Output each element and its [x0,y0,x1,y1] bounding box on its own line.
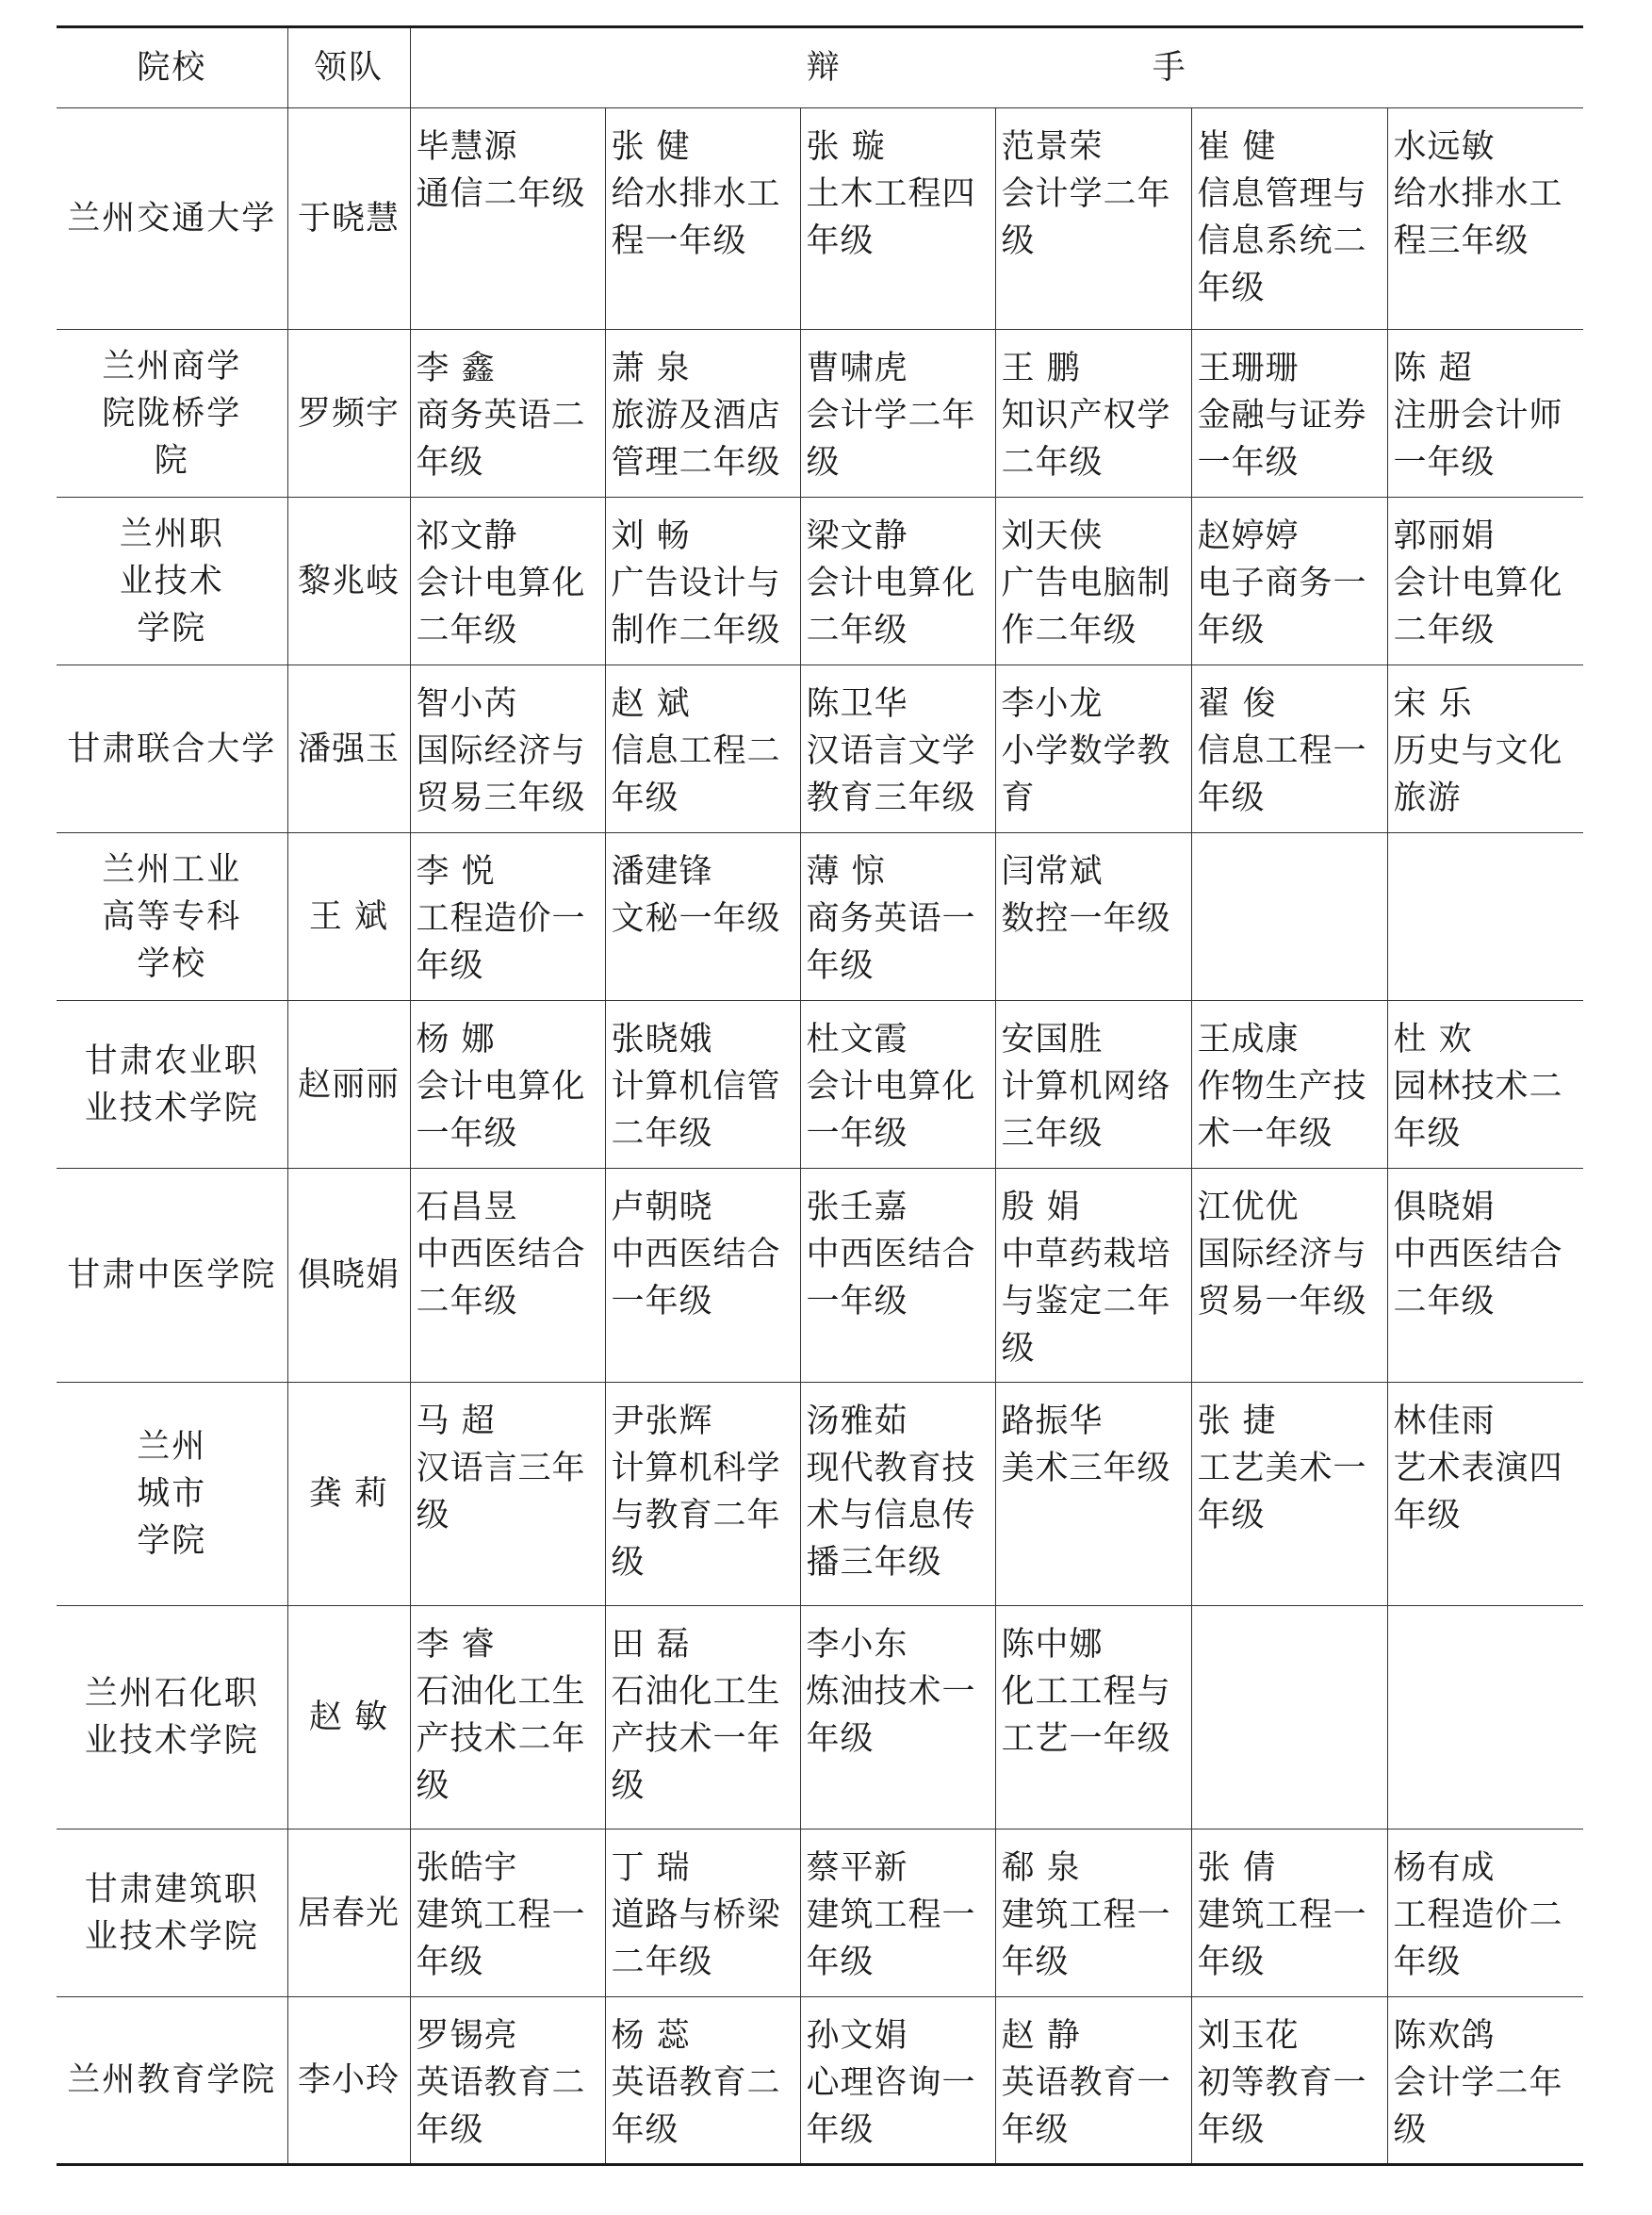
debater-major: 给水排水工程一年级 [611,175,781,260]
debater-cell [1387,108,1583,330]
table-row [57,1383,1583,1606]
debaters-column-header [410,27,1583,108]
debater-major: 信息管理与信息系统二年级 [1197,175,1367,307]
debater-name: 石昌昱 [416,1189,518,1226]
debater-major: 作物生产技术一年级 [1197,1068,1367,1153]
debater-major: 园林技术二年级 [1393,1068,1563,1153]
debater-name: 蔡平新 [806,1849,908,1887]
debater-name: 范景荣 [1001,128,1104,166]
school-cell [57,1606,287,1829]
debater-name: 田 磊 [611,1626,691,1664]
debater-name: 汤雅茹 [806,1403,908,1440]
debater-cell [410,1997,605,2165]
debater-cell [800,1606,995,1829]
debater-major: 商务英语一年级 [806,900,976,985]
school-cell [57,665,287,833]
debater-cell [410,1606,605,1829]
debater-major: 初等教育一年级 [1197,2064,1367,2149]
debater-cell [995,330,1191,498]
debater-major: 工艺美术一年级 [1197,1450,1367,1534]
school-name: 兰州商学院陇桥学院 [102,347,242,480]
debater-name: 丁 瑞 [611,1849,691,1887]
debater-cell [605,665,800,833]
debater-major: 汉语言文学教育三年级 [806,732,976,817]
leader-cell: 龚 莉 [287,1383,410,1606]
debater-major: 石油化工生产技术二年级 [416,1673,586,1805]
debater-name: 杜文霞 [806,1021,908,1058]
debater-name: 赵婷婷 [1197,517,1300,555]
debater-cell [995,108,1191,330]
debater-cell [800,108,995,330]
school-name: 兰州交通大学 [67,200,277,238]
debater-major: 会计电算化二年级 [416,565,586,649]
debater-major: 会计学二年级 [806,397,976,482]
debater-name: 刘玉花 [1197,2017,1300,2055]
debater-cell [995,1606,1191,1829]
debater-cell [605,498,800,665]
debater-major: 知识产权学二年级 [1001,397,1171,482]
debater-name: 江优优 [1197,1189,1300,1226]
debater-name: 杨有成 [1393,1849,1496,1887]
debater-name: 张 璇 [806,128,886,166]
debater-name: 萧 泉 [611,350,691,387]
debater-name: 梁文静 [806,517,908,555]
leader-cell: 王 斌 [287,833,410,1001]
debater-major: 广告设计与制作二年级 [611,565,781,649]
debater-major: 金融与证券一年级 [1197,397,1367,482]
table-row [57,1997,1583,2165]
debater-name: 杨 娜 [416,1021,496,1058]
debater-cell [995,1829,1191,1997]
debater-major: 英语教育二年级 [416,2064,586,2149]
debater-name: 尹张辉 [611,1403,713,1440]
debater-name: 俱晓娟 [1393,1189,1496,1226]
debater-cell [1387,1997,1583,2165]
leader-cell: 赵 敏 [287,1606,410,1829]
debater-major: 会计学二年级 [1001,175,1171,260]
school-name: 兰州职业技术学院 [119,515,224,648]
school-cell [57,108,287,330]
debater-major: 通信二年级 [416,175,586,213]
debater-cell [800,330,995,498]
debater-name: 孙文娟 [806,2017,908,2055]
debater-cell [995,1001,1191,1169]
school-name: 兰州工业高等专科学校 [102,850,242,983]
debater-name: 张皓宇 [416,1849,518,1887]
debater-cell [800,1829,995,1997]
debater-name: 毕慧源 [416,128,518,166]
debater-major: 国际经济与贸易一年级 [1197,1236,1367,1321]
debater-name: 杜 欢 [1393,1021,1473,1058]
debater-name: 李小东 [806,1626,908,1664]
debater-major: 文秘一年级 [611,900,781,938]
debater-major: 建筑工程一年级 [1001,1896,1171,1981]
debater-cell [605,833,800,1001]
debater-major: 道路与桥梁二年级 [611,1896,781,1981]
debater-major: 中西医结合一年级 [611,1236,781,1321]
debater-cell [800,1169,995,1383]
debater-name: 王成康 [1197,1021,1300,1058]
debater-cell [995,665,1191,833]
debaters-header-part-1: 辩 [806,49,842,87]
debater-name: 李 悦 [416,853,496,891]
debater-name: 张 健 [611,128,691,166]
school-name: 兰州城市学院 [137,1428,207,1560]
debater-cell [410,665,605,833]
debater-cell [605,1169,800,1383]
debater-name: 李 鑫 [416,350,496,387]
debater-name: 张 捷 [1197,1403,1277,1440]
debater-name: 刘 畅 [611,517,691,555]
school-cell [57,1169,287,1383]
debater-cell [995,1997,1191,2165]
debater-name: 潘建锋 [611,853,713,891]
school-name: 甘肃农业职业技术学院 [84,1042,259,1127]
debater-cell [1191,833,1387,1001]
table-row [57,330,1583,498]
debater-name: 路振华 [1001,1403,1104,1440]
school-cell [57,498,287,665]
school-cell [57,833,287,1001]
debater-major: 汉语言三年级 [416,1450,586,1534]
debater-cell [1387,1383,1583,1606]
debater-name: 智小芮 [416,685,518,723]
debater-major: 建筑工程一年级 [1197,1896,1367,1981]
debater-cell [1191,1829,1387,1997]
debater-major: 建筑工程一年级 [806,1896,976,1981]
debater-name: 陈中娜 [1001,1626,1104,1664]
debater-major: 英语教育二年级 [611,2064,781,2149]
debater-name: 赵 静 [1001,2017,1081,2055]
leader-cell: 李小玲 [287,1997,410,2165]
debater-cell [410,1829,605,1997]
debater-name: 王 鹏 [1001,350,1081,387]
debater-cell [605,330,800,498]
table-row [57,665,1583,833]
debater-cell [1387,330,1583,498]
debater-major: 工程造价二年级 [1393,1896,1563,1981]
school-name: 甘肃建筑职业技术学院 [84,1870,259,1956]
debater-major: 给水排水工程三年级 [1393,175,1563,260]
debater-major: 电子商务一年级 [1197,565,1367,649]
debater-name: 郗 泉 [1001,1849,1081,1887]
debater-major: 历史与文化旅游 [1393,732,1563,817]
debater-cell [800,1997,995,2165]
debater-major: 美术三年级 [1001,1450,1171,1487]
debater-name: 郭丽娟 [1393,517,1496,555]
debater-name: 王珊珊 [1197,350,1300,387]
debater-cell [800,1001,995,1169]
debater-name: 张 倩 [1197,1849,1277,1887]
debater-cell [995,833,1191,1001]
debater-name: 陈 超 [1393,350,1473,387]
leader-cell: 于晓慧 [287,108,410,330]
debater-name: 祁文静 [416,517,518,555]
debater-cell [1387,1606,1583,1829]
leader-cell: 俱晓娟 [287,1169,410,1383]
leader-cell: 赵丽丽 [287,1001,410,1169]
debater-name: 陈欢鸽 [1393,2017,1496,2055]
debater-name: 刘天侠 [1001,517,1104,555]
school-name: 兰州教育学院 [67,2061,277,2099]
leader-cell: 黎兆岐 [287,498,410,665]
debater-major: 广告电脑制作二年级 [1001,565,1171,649]
debater-major: 会计电算化一年级 [806,1068,976,1153]
debater-name: 李 睿 [416,1626,496,1664]
school-cell [57,1829,287,1997]
debater-major: 计算机信管二年级 [611,1068,781,1153]
table-header-row [57,27,1583,108]
debater-name: 曹啸虎 [806,350,908,387]
debater-cell [605,1001,800,1169]
debater-major: 信息工程二年级 [611,732,781,817]
school-name: 甘肃中医学院 [67,1256,277,1294]
debater-major: 现代教育技术与信息传播三年级 [806,1450,976,1582]
debater-cell [1387,1169,1583,1383]
debater-major: 中西医结合二年级 [1393,1236,1563,1321]
table-row [57,1001,1583,1169]
debater-name: 陈卫华 [806,685,908,723]
debater-name: 李小龙 [1001,685,1104,723]
debater-major: 石油化工生产技术一年级 [611,1673,781,1805]
debater-major: 国际经济与贸易三年级 [416,732,586,817]
debater-cell [410,1383,605,1606]
debater-cell [1191,498,1387,665]
debaters-header-part-2: 手 [1152,49,1187,87]
debater-name: 薄 惊 [806,853,886,891]
table-row [57,1169,1583,1383]
debater-name: 水远敏 [1393,128,1496,166]
debater-major: 计算机网络三年级 [1001,1068,1171,1153]
table-row [57,833,1583,1001]
debater-name: 罗锡亮 [416,2017,518,2055]
debater-major: 注册会计师一年级 [1393,397,1563,482]
debater-name: 宋 乐 [1393,685,1473,723]
debater-cell [995,498,1191,665]
debater-cell [1191,330,1387,498]
debater-name: 安国胜 [1001,1021,1104,1058]
debater-cell [1191,1001,1387,1169]
debater-major: 计算机科学与教育二年级 [611,1450,781,1582]
debater-major: 中西医结合一年级 [806,1236,976,1321]
leader-cell: 居春光 [287,1829,410,1997]
table-row [57,108,1583,330]
leader-cell: 潘强玉 [287,665,410,833]
debater-major: 土木工程四年级 [806,175,976,260]
debater-cell [605,108,800,330]
debater-major: 商务英语二年级 [416,397,586,482]
debater-major: 数控一年级 [1001,900,1171,938]
debater-name: 张壬嘉 [806,1189,908,1226]
debater-cell [605,1606,800,1829]
debater-major: 会计学二年级 [1393,2064,1563,2149]
debater-cell [605,1997,800,2165]
school-cell [57,1997,287,2165]
table-row [57,1606,1583,1829]
debater-cell [800,665,995,833]
team-roster-table [57,25,1583,2166]
school-name: 甘肃联合大学 [67,730,277,768]
debater-name: 林佳雨 [1393,1403,1496,1440]
debater-cell [1387,498,1583,665]
debater-cell [605,1829,800,1997]
debater-cell [410,1169,605,1383]
debater-major: 信息工程一年级 [1197,732,1367,817]
school-cell [57,1383,287,1606]
school-column-header: 院校 [57,27,287,108]
leader-column-header: 领队 [287,27,410,108]
debater-major: 会计电算化一年级 [416,1068,586,1153]
debater-major: 会计电算化二年级 [806,565,976,649]
debater-name: 崔 健 [1197,128,1277,166]
debater-major: 小学数学教育 [1001,732,1171,817]
debater-cell [1387,1829,1583,1997]
leader-cell: 罗频宇 [287,330,410,498]
debater-name: 赵 斌 [611,685,691,723]
debater-major: 工程造价一年级 [416,900,586,985]
debater-major: 建筑工程一年级 [416,1896,586,1981]
debater-cell [410,833,605,1001]
debater-name: 闫常斌 [1001,853,1104,891]
table-body [57,108,1583,2165]
debater-name: 卢朝晓 [611,1189,713,1226]
debater-cell [800,833,995,1001]
debater-major: 炼油技术一年级 [806,1673,976,1758]
school-name: 兰州石化职业技术学院 [84,1675,259,1760]
debater-cell [1191,665,1387,833]
debater-major: 化工工程与工艺一年级 [1001,1673,1171,1758]
debater-cell [1191,1606,1387,1829]
debater-cell [410,108,605,330]
debater-name: 翟 俊 [1197,685,1277,723]
school-cell [57,330,287,498]
debater-major: 会计电算化二年级 [1393,565,1563,649]
debater-cell [605,1383,800,1606]
table-row [57,498,1583,665]
debater-cell [410,1001,605,1169]
debater-cell [1191,1383,1387,1606]
debater-name: 杨 蕊 [611,2017,691,2055]
table-row [57,1829,1583,1997]
debater-cell [1387,665,1583,833]
debater-name: 张晓娥 [611,1021,713,1058]
debater-cell [410,330,605,498]
debater-cell [800,498,995,665]
debater-cell [1191,1997,1387,2165]
debater-cell [410,498,605,665]
debater-cell [1191,108,1387,330]
debater-cell [995,1169,1191,1383]
debater-cell [800,1383,995,1606]
debater-cell [1387,833,1583,1001]
debater-cell [1191,1169,1387,1383]
debater-major: 心理咨询一年级 [806,2064,976,2149]
debater-major: 中草药栽培与鉴定二年级 [1001,1236,1171,1368]
debater-name: 马 超 [416,1403,496,1440]
document-page [57,25,1583,2166]
debater-major: 艺术表演四年级 [1393,1450,1563,1534]
debater-cell [995,1383,1191,1606]
debater-major: 中西医结合二年级 [416,1236,586,1321]
debater-major: 旅游及酒店管理二年级 [611,397,781,482]
debater-cell [1387,1001,1583,1169]
debater-name: 殷 娟 [1001,1189,1081,1226]
school-cell [57,1001,287,1169]
debater-major: 英语教育一年级 [1001,2064,1171,2149]
